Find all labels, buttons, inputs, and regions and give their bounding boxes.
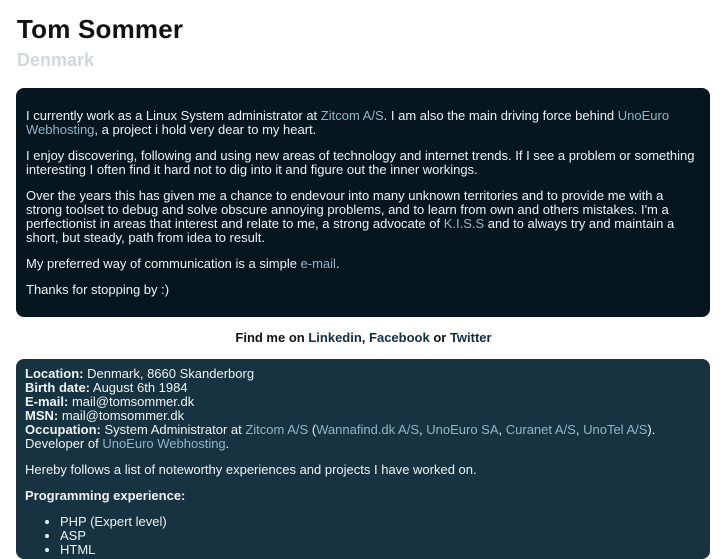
about-paragraph-3	[26, 189, 700, 245]
text: ).	[647, 422, 656, 437]
text: and to always try and maintain a short, but steady, path from idea to result.	[26, 216, 675, 245]
label: MSN:	[25, 408, 59, 423]
birth-date-row	[25, 381, 700, 395]
occupation-row	[25, 423, 700, 451]
social-links	[0, 330, 727, 345]
text: System Administrator at	[100, 422, 246, 437]
value: mail@tomsommer.dk	[58, 408, 185, 423]
text: My preferred way of communication is a simple	[26, 256, 301, 271]
text: ,	[419, 422, 427, 437]
unoeuro-link[interactable]: UnoEuro SA	[426, 422, 499, 437]
text: .	[335, 256, 340, 271]
value: Denmark, 8660 Skanderborg	[83, 366, 255, 381]
text: Find me on	[235, 330, 309, 345]
value: mail@tomsommer.dk	[68, 394, 195, 409]
location-row	[25, 367, 700, 381]
info-panel	[16, 359, 710, 559]
programming-list	[25, 515, 700, 557]
text: . I am also the main driving force behind	[383, 108, 618, 123]
twitter-link[interactable]: Twitter	[449, 330, 492, 345]
email-row	[25, 395, 700, 409]
text: , a project i hold very dear to my heart.	[94, 122, 317, 137]
about-paragraph-1	[26, 109, 700, 137]
zitcom-link[interactable]: Zitcom A/S	[320, 108, 384, 123]
label: Occupation:	[25, 422, 101, 437]
list-item: • HTML	[60, 543, 700, 557]
unotel-link[interactable]: UnoTel A/S	[583, 422, 648, 437]
wannafind-link[interactable]: Wannafind.dk A/S	[316, 422, 420, 437]
kiss-link[interactable]: K.I.S.S	[443, 216, 485, 231]
unoeuro-webhosting-link[interactable]: UnoEuro Webhosting	[102, 436, 226, 451]
text: .	[225, 436, 230, 451]
page-subtitle: Denmark	[17, 50, 95, 70]
about-panel	[16, 88, 710, 317]
msn-row	[25, 409, 700, 423]
text: I currently work as a Linux System administrator at	[26, 108, 321, 123]
email-link[interactable]: e-mail	[300, 256, 336, 271]
value: August 6th 1984	[90, 380, 188, 395]
page-title: Tom Sommer	[17, 14, 184, 44]
curanet-link[interactable]: Curanet A/S	[505, 422, 576, 437]
text: Over the years this has given me a chance to endevour into many unknown territories and to provide me with a strong toolset to debug and solve obscure annoying problems, and to learn from own and others mistakes. I'm a perfectionist in areas that interest and relate to me, a strong advocate of	[26, 188, 669, 231]
text: (	[308, 422, 317, 437]
text: ,	[498, 422, 506, 437]
zitcom-link[interactable]: Zitcom A/S	[245, 422, 309, 437]
text: ,	[361, 330, 370, 345]
text: Developer of	[25, 436, 103, 451]
about-paragraph-4	[26, 257, 700, 271]
about-paragraph-2: I enjoy discovering, following and using new areas of technology and internet trends. If I see a problem or something interesting I often find it hard not to dig into it and figure out the inner workings.	[26, 148, 695, 177]
label: E-mail:	[25, 394, 69, 409]
unoeuro-webhosting-link[interactable]: UnoEuro Webhosting	[26, 108, 670, 137]
about-paragraph-5: Thanks for stopping by :)	[26, 282, 170, 297]
linkedin-link[interactable]: Linkedin	[308, 330, 362, 345]
label: Location:	[25, 366, 84, 381]
label: Birth date:	[25, 380, 90, 395]
text: ,	[575, 422, 584, 437]
facebook-link[interactable]: Facebook	[369, 330, 430, 345]
programming-heading: Programming experience:	[25, 488, 186, 503]
list-item: • PHP (Expert level)	[60, 515, 700, 529]
list-item: • ASP	[60, 529, 700, 543]
intro-text: Hereby follows a list of noteworthy experiences and projects I have worked on.	[25, 462, 477, 477]
text: or	[429, 330, 450, 345]
